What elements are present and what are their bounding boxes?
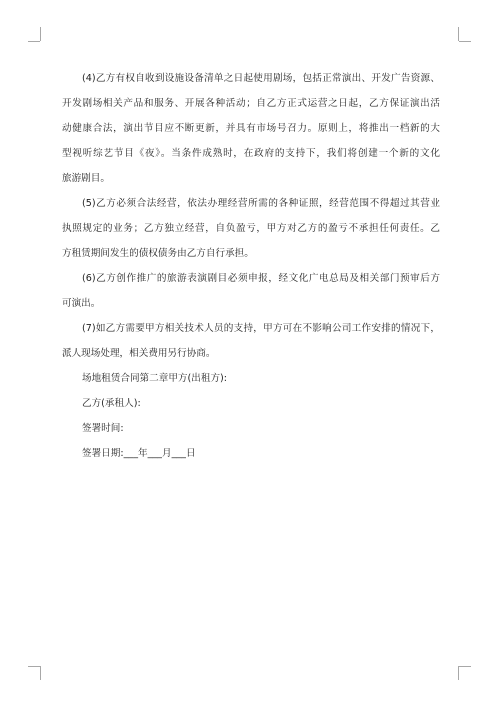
signature-block bbox=[62, 366, 440, 466]
signing-date-label: 签署日期:___年___月___日 bbox=[82, 448, 196, 459]
signing-time-label: 签署时间: bbox=[82, 423, 124, 434]
clause-6-paragraph bbox=[62, 266, 440, 316]
clause-line: 执照规定的业务；乙方独立经营，自负盈亏，甲方对乙方的盈亏不承担任何责任。乙 bbox=[62, 223, 440, 234]
clause-line: (4)乙方有权自收到设施设备清单之日起使用剧场，包括正常演出、开发广告资源、 bbox=[82, 73, 440, 84]
lessor-label: 场地租赁合同第二章甲方(出租方): bbox=[82, 373, 228, 384]
clause-line: (5)乙方必须合法经营，依法办理经营所需的各种证照，经营范围不得超过其营业 bbox=[82, 198, 440, 209]
lessee-label: 乙方(承租人): bbox=[82, 398, 141, 409]
clause-line: (6)乙方创作推广的旅游表演剧目必须申报，经文化广电总局及相关部门预审后方 bbox=[82, 273, 440, 284]
crop-mark-top-right-horizontal bbox=[459, 41, 471, 42]
clause-4-paragraph bbox=[62, 66, 440, 191]
clause-line: 方租赁期间发生的债权债务由乙方自行承担。 bbox=[62, 248, 254, 259]
clause-line: 型视听综艺节目《夜》。当条件成熟时，在政府的支持下，我们将创建一个新的文化 bbox=[62, 148, 440, 159]
document-body[interactable] bbox=[62, 66, 440, 466]
clause-line: (7)如乙方需要甲方相关技术人员的支持，甲方可在不影响公司工作安排的情况下， bbox=[82, 323, 440, 334]
clause-line: 旅游剧目。 bbox=[62, 173, 110, 184]
clause-5-paragraph bbox=[62, 191, 440, 266]
crop-mark-bottom-left-vertical bbox=[40, 666, 41, 680]
clause-line: 动健康合法，演出节目应不断更新，并具有市场号召力。原则上，将推出一档新的大 bbox=[62, 123, 440, 134]
clause-line: 派人现场处理，相关费用另行协商。 bbox=[62, 348, 216, 359]
clause-line: 开发剧场相关产品和服务、开展各种活动；自乙方正式运营之日起，乙方保证演出活 bbox=[62, 98, 440, 109]
crop-mark-top-right-vertical bbox=[458, 27, 459, 41]
crop-mark-top-left-vertical bbox=[40, 27, 41, 41]
crop-mark-bottom-left-horizontal bbox=[28, 666, 40, 667]
crop-mark-top-left-horizontal bbox=[28, 41, 40, 42]
clause-7-paragraph bbox=[62, 316, 440, 366]
crop-mark-bottom-right-horizontal bbox=[459, 666, 471, 667]
crop-mark-bottom-right-vertical bbox=[458, 666, 459, 680]
clause-line: 可演出。 bbox=[62, 298, 101, 309]
